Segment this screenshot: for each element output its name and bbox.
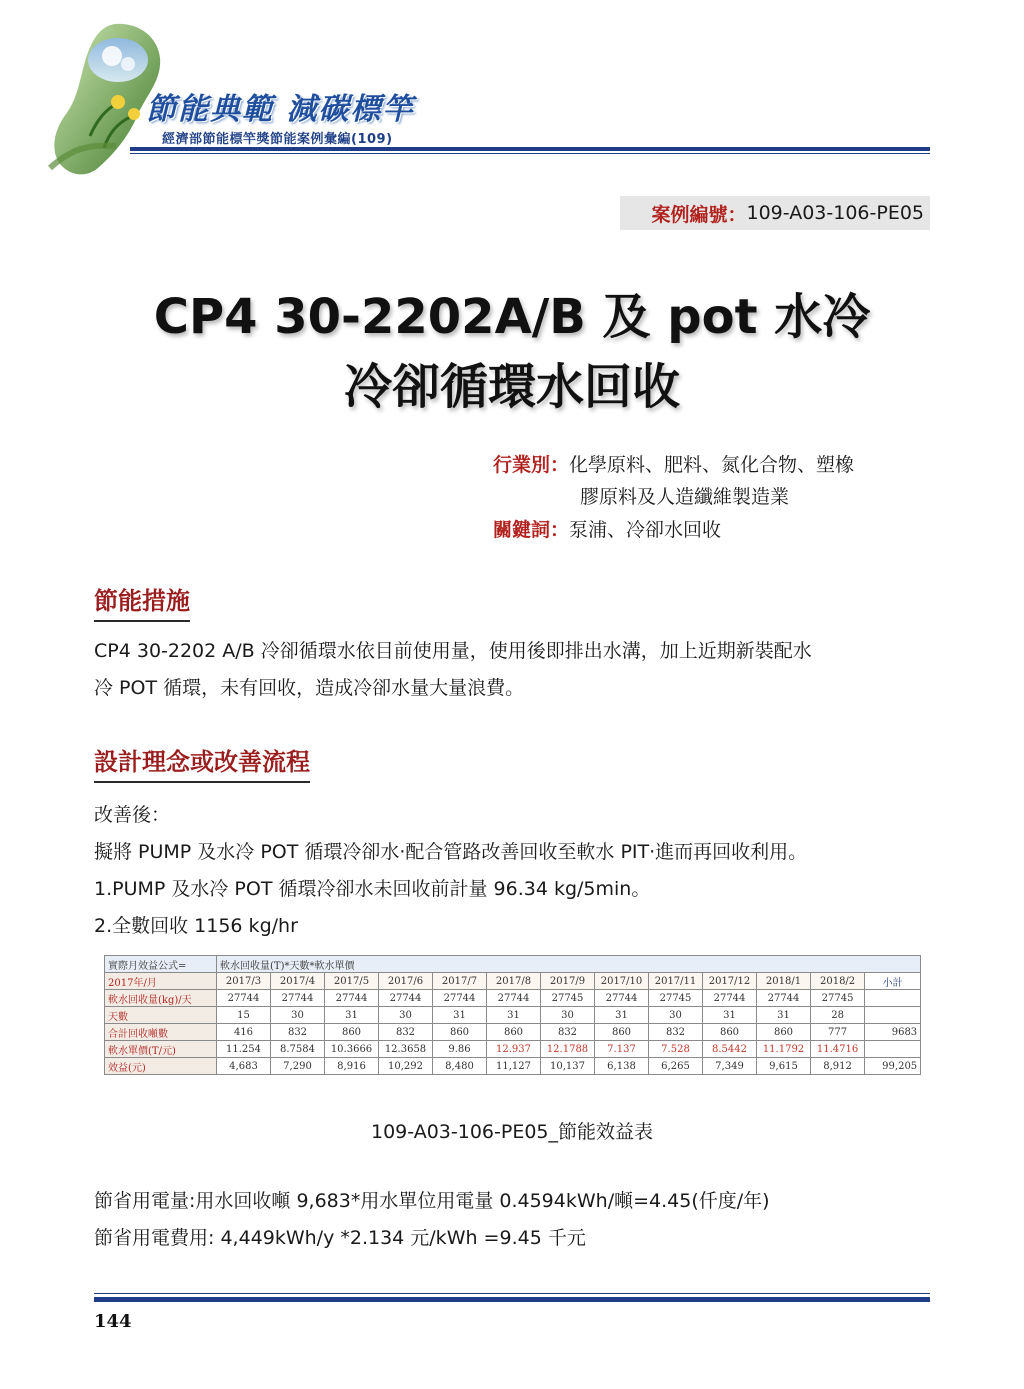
table-cell: 27744 <box>217 990 271 1007</box>
table-cell: 30 <box>541 1007 595 1024</box>
table-cell: 31 <box>595 1007 649 1024</box>
industry-value: 化學原料、肥料、氮化合物、塑橡 <box>569 454 855 476</box>
table-cell: 860 <box>703 1024 757 1041</box>
table-month-header: 2017/9 <box>541 973 595 990</box>
paragraph-line: 1.PUMP 及水冷 POT 循環冷卻水未回收前計量 96.34 kg/5min。 <box>94 878 651 900</box>
table-cell: 8.7584 <box>271 1041 325 1058</box>
table-row-label: 天數 <box>105 1007 217 1024</box>
savings-cost-line: 節省用電費用: 4,449kWh/y *2.134 元/kWh =9.45 千元 <box>94 1227 586 1249</box>
table-subtotal-cell <box>865 1041 921 1058</box>
table-cell: 15 <box>217 1007 271 1024</box>
header-subtitle: 經濟部節能標竿獎節能案例彙編(109) <box>162 132 393 147</box>
benefit-table-container <box>104 955 920 1075</box>
table-cell: 11,127 <box>487 1058 541 1075</box>
table-cell: 31 <box>757 1007 811 1024</box>
table-cell: 4,683 <box>217 1058 271 1075</box>
table-cell: 11.4716 <box>811 1041 865 1058</box>
page-title-line-1: CP4 30-2202A/B 及 pot 水冷 <box>153 289 871 345</box>
table-cell: 860 <box>595 1024 649 1041</box>
table-subtotal-cell <box>865 1007 921 1024</box>
table-row-label: 軟水單價(T/元) <box>105 1041 217 1058</box>
table-cell: 7,290 <box>271 1058 325 1075</box>
footer-divider-thin <box>94 1293 930 1294</box>
industry-value-continued: 膠原料及人造纖維製造業 <box>580 486 790 508</box>
table-row-label: 軟水回收量(kg)/天 <box>105 990 217 1007</box>
table-cell: 11.1792 <box>757 1041 811 1058</box>
table-cell: 10,137 <box>541 1058 595 1075</box>
table-cell: 12.1788 <box>541 1041 595 1058</box>
table-cell: 28 <box>811 1007 865 1024</box>
table-row <box>105 990 921 1007</box>
paragraph-line: 擬將 PUMP 及水冷 POT 循環冷卻水‧配合管路改善回收至軟水 PIT‧進而再回收利用。 <box>94 841 808 863</box>
table-row <box>105 1041 921 1058</box>
table-cell: 12.937 <box>487 1041 541 1058</box>
table-cell: 7.137 <box>595 1041 649 1058</box>
table-row-label: 效益(元) <box>105 1058 217 1075</box>
meta-industry <box>493 450 854 477</box>
table-month-header: 2017/12 <box>703 973 757 990</box>
table-cell: 9.86 <box>433 1041 487 1058</box>
table-cell: 27744 <box>433 990 487 1007</box>
case-id-box <box>620 196 930 230</box>
table-subtotal-cell: 99,205 <box>865 1058 921 1075</box>
table-cell: 27745 <box>649 990 703 1007</box>
table-cell: 31 <box>325 1007 379 1024</box>
table-cell: 27744 <box>271 990 325 1007</box>
section-heading-measures: 節能措施 <box>94 581 190 622</box>
footer-divider <box>94 1297 930 1302</box>
keywords-label: 關鍵詞： <box>493 519 570 541</box>
table-cell: 27744 <box>703 990 757 1007</box>
table-cell: 860 <box>325 1024 379 1041</box>
table-cell: 8,912 <box>811 1058 865 1075</box>
table-row-label: 合計回收噸數 <box>105 1024 217 1041</box>
header-divider <box>130 147 930 151</box>
table-month-header: 2017/10 <box>595 973 649 990</box>
table-cell: 31 <box>487 1007 541 1024</box>
table-cell: 27744 <box>325 990 379 1007</box>
table-cell: 12.3658 <box>379 1041 433 1058</box>
table-formula-label: 實際月效益公式= <box>105 956 217 973</box>
page-title-line-2: 冷卻循環水回收 <box>343 359 680 415</box>
table-cell: 6,265 <box>649 1058 703 1075</box>
table-month-header: 2017/11 <box>649 973 703 990</box>
table-cell: 416 <box>217 1024 271 1041</box>
table-cell: 10,292 <box>379 1058 433 1075</box>
table-cell: 860 <box>757 1024 811 1041</box>
table-cell <box>865 956 921 973</box>
table-header-row <box>105 973 921 990</box>
table-cell: 30 <box>271 1007 325 1024</box>
table-header-label: 2017年/月 <box>105 973 217 990</box>
table-month-header: 2018/2 <box>811 973 865 990</box>
table-cell: 7.528 <box>649 1041 703 1058</box>
table-cell: 27744 <box>487 990 541 1007</box>
meta-keywords <box>493 515 721 542</box>
paragraph-line: 冷 POT 循環，未有回收，造成冷卻水量大量浪費。 <box>94 677 525 699</box>
table-cell: 832 <box>271 1024 325 1041</box>
table-formula-row <box>105 956 921 973</box>
table-formula-text: 軟水回收量(T)*天數*軟水單價 <box>217 956 865 973</box>
table-cell: 860 <box>487 1024 541 1041</box>
table-cell: 7,349 <box>703 1058 757 1075</box>
case-id-value: 109-A03-106-PE05 <box>746 202 924 224</box>
table-cell: 31 <box>433 1007 487 1024</box>
table-caption: 109-A03-106-PE05_節能效益表 <box>371 1121 653 1143</box>
header-divider-thin <box>130 153 930 154</box>
table-month-header: 2017/5 <box>325 973 379 990</box>
table-cell: 27745 <box>811 990 865 1007</box>
table-cell: 832 <box>379 1024 433 1041</box>
table-cell: 27745 <box>541 990 595 1007</box>
table-cell: 31 <box>703 1007 757 1024</box>
keywords-value: 泵浦、冷卻水回收 <box>569 519 722 541</box>
table-month-header: 2017/6 <box>379 973 433 990</box>
table-row <box>105 1007 921 1024</box>
table-month-header: 2017/7 <box>433 973 487 990</box>
table-cell: 30 <box>649 1007 703 1024</box>
table-month-header: 2017/4 <box>271 973 325 990</box>
section-heading-design: 設計理念或改善流程 <box>94 742 310 783</box>
benefit-table <box>104 955 921 1075</box>
industry-label: 行業別： <box>493 454 570 476</box>
table-row <box>105 1024 921 1041</box>
table-subtotal-header: 小計 <box>865 973 921 990</box>
paragraph-line: 改善後： <box>94 804 171 826</box>
page-number: 144 <box>94 1311 132 1332</box>
table-cell: 8,480 <box>433 1058 487 1075</box>
table-month-header: 2017/8 <box>487 973 541 990</box>
table-cell: 832 <box>649 1024 703 1041</box>
table-cell: 777 <box>811 1024 865 1041</box>
table-subtotal-cell: 9683 <box>865 1024 921 1041</box>
table-subtotal-cell <box>865 990 921 1007</box>
table-cell: 860 <box>433 1024 487 1041</box>
table-cell: 10.3666 <box>325 1041 379 1058</box>
table-month-header: 2018/1 <box>757 973 811 990</box>
table-cell: 6,138 <box>595 1058 649 1075</box>
table-cell: 11.254 <box>217 1041 271 1058</box>
table-cell: 27744 <box>757 990 811 1007</box>
paragraph-line: CP4 30-2202 A/B 冷卻循環水依目前使用量，使用後即排出水溝，加上近期新裝配水 <box>94 640 812 662</box>
table-cell: 832 <box>541 1024 595 1041</box>
paragraph-line: 2.全數回收 1156 kg/hr <box>94 915 298 937</box>
table-cell: 9,615 <box>757 1058 811 1075</box>
header-title: 節能典範 減碳標竿 <box>146 92 415 127</box>
table-cell: 27744 <box>379 990 433 1007</box>
table-cell: 30 <box>379 1007 433 1024</box>
case-id-label: 案例編號： <box>651 203 747 226</box>
savings-electricity-line: 節省用電量:用水回收噸 9,683*用水單位用電量 0.4594kWh/噸=4.45(仟度/年) <box>94 1190 770 1212</box>
table-cell: 8.5442 <box>703 1041 757 1058</box>
table-month-header: 2017/3 <box>217 973 271 990</box>
table-cell: 8,916 <box>325 1058 379 1075</box>
table-cell: 27744 <box>595 990 649 1007</box>
table-row <box>105 1058 921 1075</box>
